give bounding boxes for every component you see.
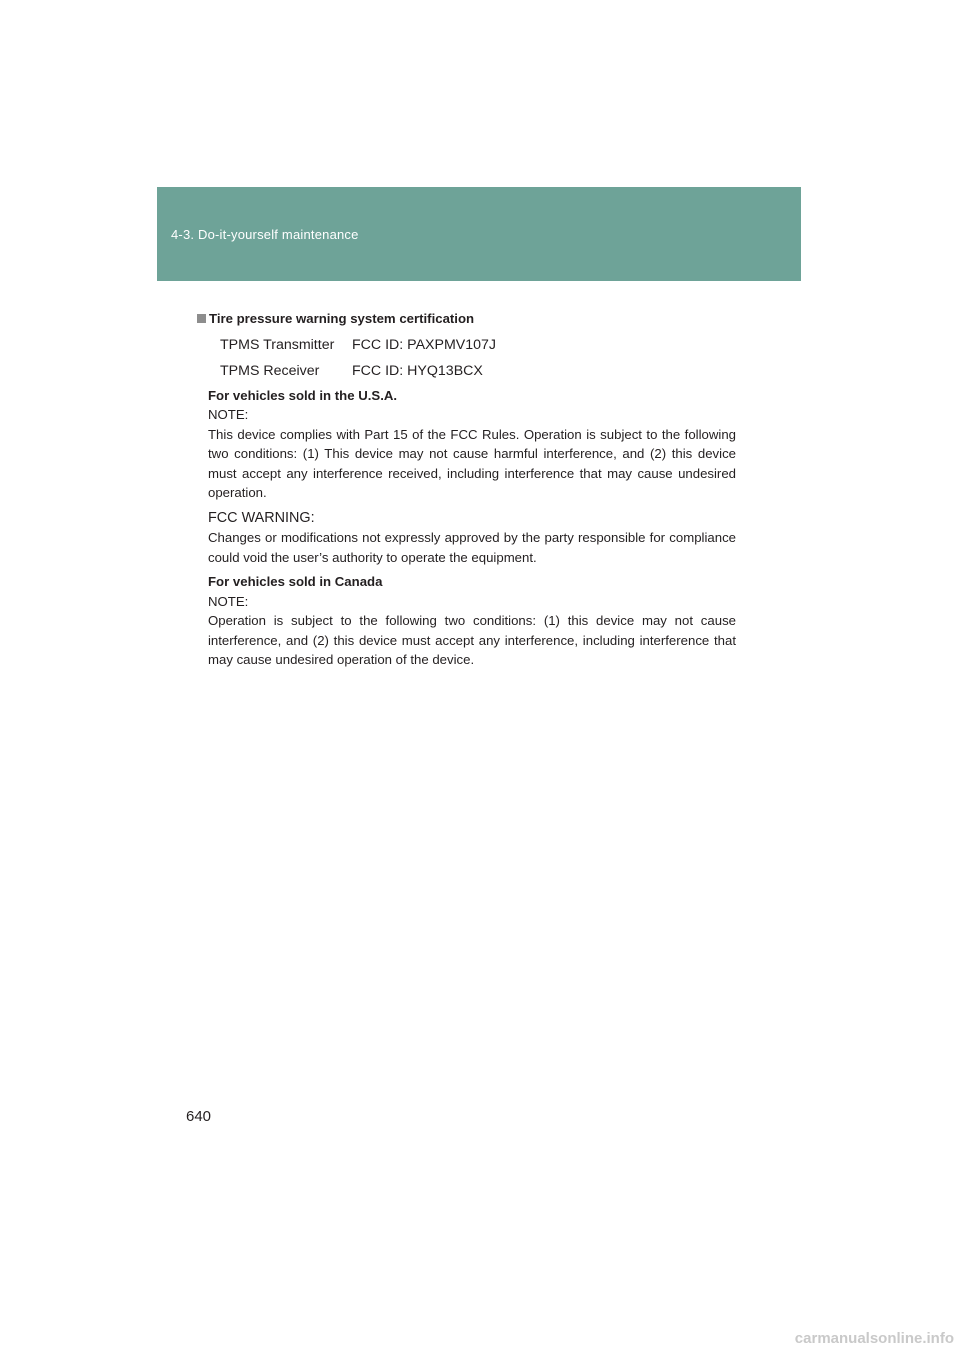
canada-section <box>208 572 736 670</box>
canada-title: For vehicles sold in Canada <box>208 574 383 589</box>
section-header-band <box>157 187 801 281</box>
page-number: 640 <box>186 1108 212 1125</box>
canada-note-label: NOTE: <box>208 593 249 609</box>
cert-value: FCC ID: HYQ13BCX <box>352 362 483 379</box>
usa-warning-text: Changes or modifications not expressly approved by the party responsible for compliance could void the user’s authority to operate the equipment. <box>208 530 736 565</box>
cert-row-transmitter <box>208 336 736 355</box>
usa-note-label: NOTE: <box>208 407 249 422</box>
usa-warning-label: FCC WARNING: <box>208 509 315 526</box>
page-content <box>208 309 736 670</box>
usa-section <box>208 386 736 568</box>
canada-note-text: Operation is subject to the following two conditions: (1) this device may not cause interference, and (2) this device must accept any interference, including interference that may cause undesired operation of the device. <box>208 613 736 667</box>
usa-title: For vehicles sold in the U.S.A. <box>208 387 398 403</box>
watermark: carmanualsonline.info <box>794 1330 954 1347</box>
cert-label: TPMS Receiver <box>220 362 320 379</box>
usa-note-text: This device complies with Part 15 of the FCC Rules. Operation is subject to the following two conditions: (1) This device may not cause harmful interference, and (2) this device must accept any interference received, including interference that may cause undesired operation. <box>208 426 736 500</box>
cert-row-receiver <box>208 362 736 381</box>
cert-value: FCC ID: PAXPMV107J <box>352 336 497 353</box>
cert-label: TPMS Transmitter <box>220 336 335 353</box>
section-heading <box>197 309 736 329</box>
section-title: 4-3. Do-it-yourself maintenance <box>171 227 359 242</box>
square-bullet-icon <box>197 314 206 323</box>
section-heading-text: Tire pressure warning system certification <box>209 311 475 326</box>
